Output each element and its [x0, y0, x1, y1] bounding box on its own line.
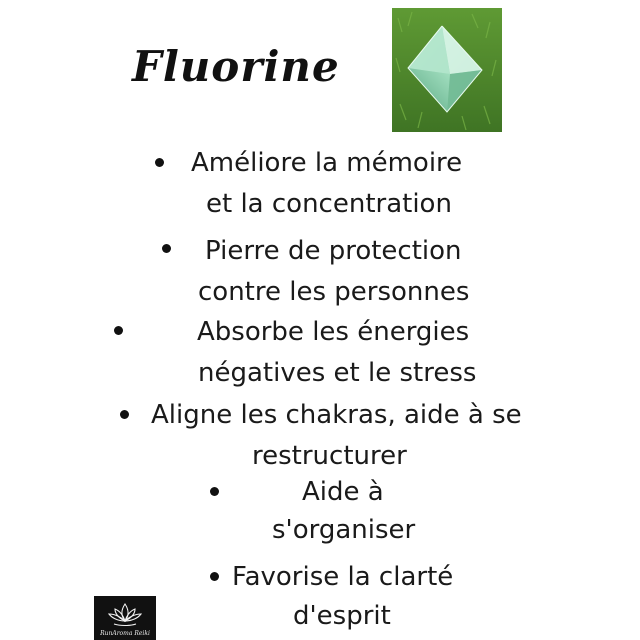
list-item-line: contre les personnes: [198, 277, 470, 307]
fluorite-crystal-image: [392, 8, 502, 132]
list-item-line: négatives et le stress: [198, 358, 477, 388]
list-item-line: Aide à: [302, 477, 384, 507]
list-item-line: s'organiser: [272, 515, 416, 545]
bullet: [210, 487, 219, 496]
title: Fluorine: [132, 42, 340, 91]
bullet: [120, 410, 129, 419]
bullet: [210, 572, 219, 581]
brand-logo: [94, 596, 156, 640]
list-item-line: restructurer: [252, 441, 407, 471]
list-item-line: Améliore la mémoire: [191, 148, 463, 178]
bullet: [114, 326, 123, 335]
logo-text: RunAroma Reiki: [100, 630, 150, 637]
list-item-line: Absorbe les énergies: [197, 317, 470, 347]
list-item-line: d'esprit: [293, 601, 391, 631]
bullet: [155, 158, 164, 167]
lotus-icon: [94, 596, 156, 630]
bullet: [162, 244, 171, 253]
list-item-line: Aligne les chakras, aide à se: [151, 400, 522, 430]
list-item-line: Pierre de protection: [205, 236, 462, 266]
list-item-line: Favorise la clarté: [232, 562, 454, 592]
list-item-line: et la concentration: [206, 189, 452, 219]
